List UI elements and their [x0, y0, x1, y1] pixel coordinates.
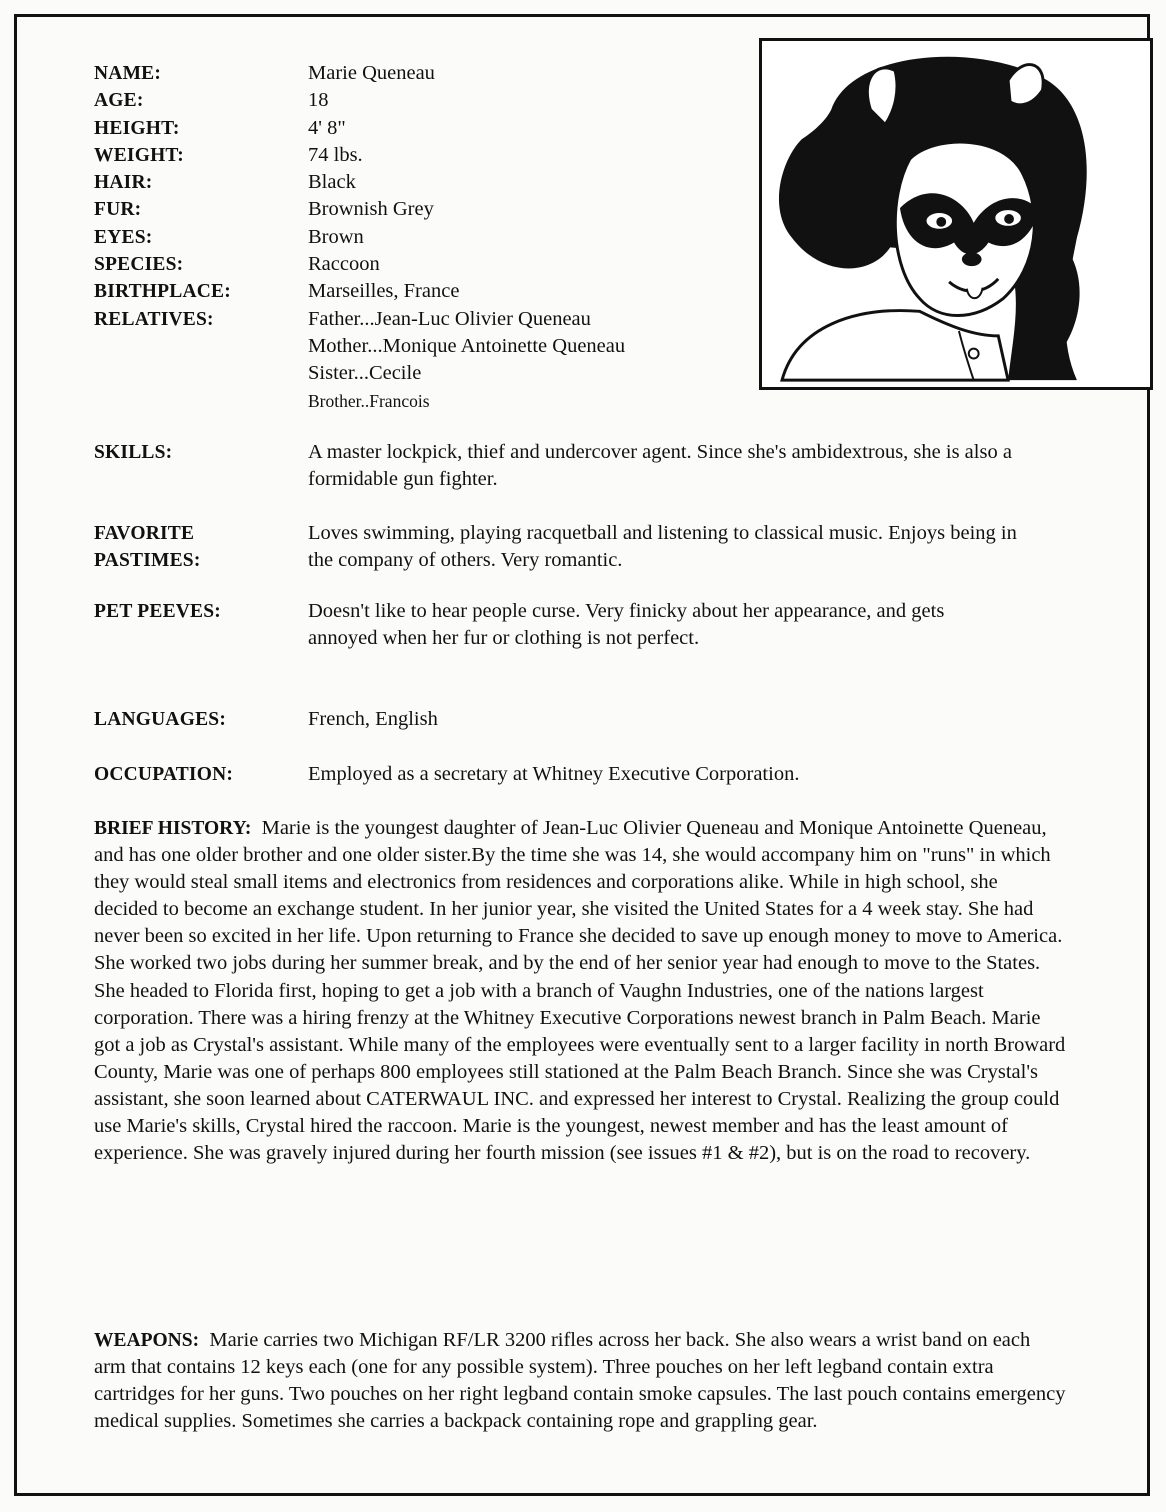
field-fur: FUR: Brownish Grey — [94, 198, 434, 221]
relative-brother: Brother..Francois — [308, 390, 430, 411]
skills-text: A master lockpick, thief and undercover agent. Since she's ambidextrous, she is also a formidable gun fighter. — [308, 441, 1012, 491]
occupation-label: OCCUPATION: — [94, 764, 234, 785]
languages-text: French, English — [308, 708, 438, 730]
pastimes-label-2: PASTIMES: — [94, 550, 201, 572]
field-age: AGE: 18 — [94, 89, 329, 112]
weapons-label: WEAPONS: — [94, 1330, 200, 1351]
brief-history-text: Marie is the youngest daughter of Jean-Luc Olivier Queneau and Monique Antoinette Queneau, and has one older brother and one older sister.By the time she was 14, she would accompany him on "runs" in which they would steal small items and electronics from residences and corporations alike. While in high school, she decided to become an exchange student. In her junior year, she visited the United States for a 4 week stay. She had never been so excited in her life. Upon returning to France she decided to save up enough money to move to America. She worked two jobs during her summer break, and by the end of her senior year had enough to move to the States. She headed to Florida first, hoping to get a job with a branch of Vaughn Industries, one of the nations largest corporation. There was a hiring frenzy at the Whitney Executive Corporations newest branch in Palm Beach. Marie got a job as Crystal's assistant. While many of the employees were eventually sent to a larger facility in north Broward County, Marie was one of perhaps 800 employees still stationed at the Palm Beach Branch. Since she was Crystal's assistant, she soon learned about CATERWAUL INC. and expressed her interest to Crystal. Realizing the group could use Marie's skills, Crystal hired the raccoon. Marie is the youngest, newest member and has the least amount of experience. She was gravely injured during her fourth mission (see issues #1 & #2), but is on the road to recovery. — [94, 817, 1066, 1165]
pet-peeves-text: Doesn't like to hear people curse. Very finicky about her appearance, and gets annoyed when her fur or clothing is not perfect. — [308, 600, 945, 650]
pet-peeves-label: PET PEEVES: — [94, 601, 221, 622]
relative-mother: Mother...Monique Antoinette Queneau — [308, 334, 626, 357]
weapons-text: Marie carries two Michigan RF/LR 3200 rifles across her back. She also wears a wrist band on each arm that contains 12 keys each (one for any possible system). Three pouches on her left legband contain extra cartridges for her guns. Two pouches on her right legband contain smoke capsules. The last pouch contains emergency medical supplies. Sometimes she carries a backpack containing rope and grappling gear. — [94, 1329, 1066, 1433]
pastimes-section — [94, 520, 1044, 575]
field-birthplace: BIRTHPLACE: Marseilles, France — [94, 280, 460, 303]
brief-history — [94, 815, 1066, 1167]
profile-fields — [94, 60, 625, 415]
languages-label: LANGUAGES: — [94, 709, 227, 730]
pastimes-label-1: FAVORITE — [94, 523, 195, 544]
weapons — [94, 1327, 1066, 1435]
field-hair: HAIR: Black — [94, 171, 356, 194]
skills-label: SKILLS: — [94, 442, 173, 463]
field-relatives: RELATIVES: Father...Jean-Luc Olivier Queneau — [94, 307, 591, 330]
character-portrait — [759, 38, 1153, 390]
field-eyes: EYES: Brown — [94, 225, 364, 248]
pet-peeves-section — [94, 598, 1044, 653]
relative-sister: Sister...Cecile — [308, 362, 422, 385]
field-height: HEIGHT: 4' 8" — [94, 116, 346, 139]
skills-section — [94, 439, 1044, 494]
languages-section — [94, 706, 1044, 733]
field-name: NAME: Marie Queneau — [94, 62, 435, 84]
pastimes-text: Loves swimming, playing racquetball and listening to classical music. Enjoys being in the company of others. Very romantic. — [308, 522, 1017, 572]
field-weight: WEIGHT: 74 lbs. — [94, 143, 363, 166]
raccoon-illustration — [762, 41, 1150, 387]
occupation-text: Employed as a secretary at Whitney Executive Corporation. — [308, 763, 800, 785]
occupation-section — [94, 761, 1044, 788]
brief-history-label: BRIEF HISTORY: — [94, 818, 252, 839]
field-species: SPECIES: Raccoon — [94, 253, 380, 276]
